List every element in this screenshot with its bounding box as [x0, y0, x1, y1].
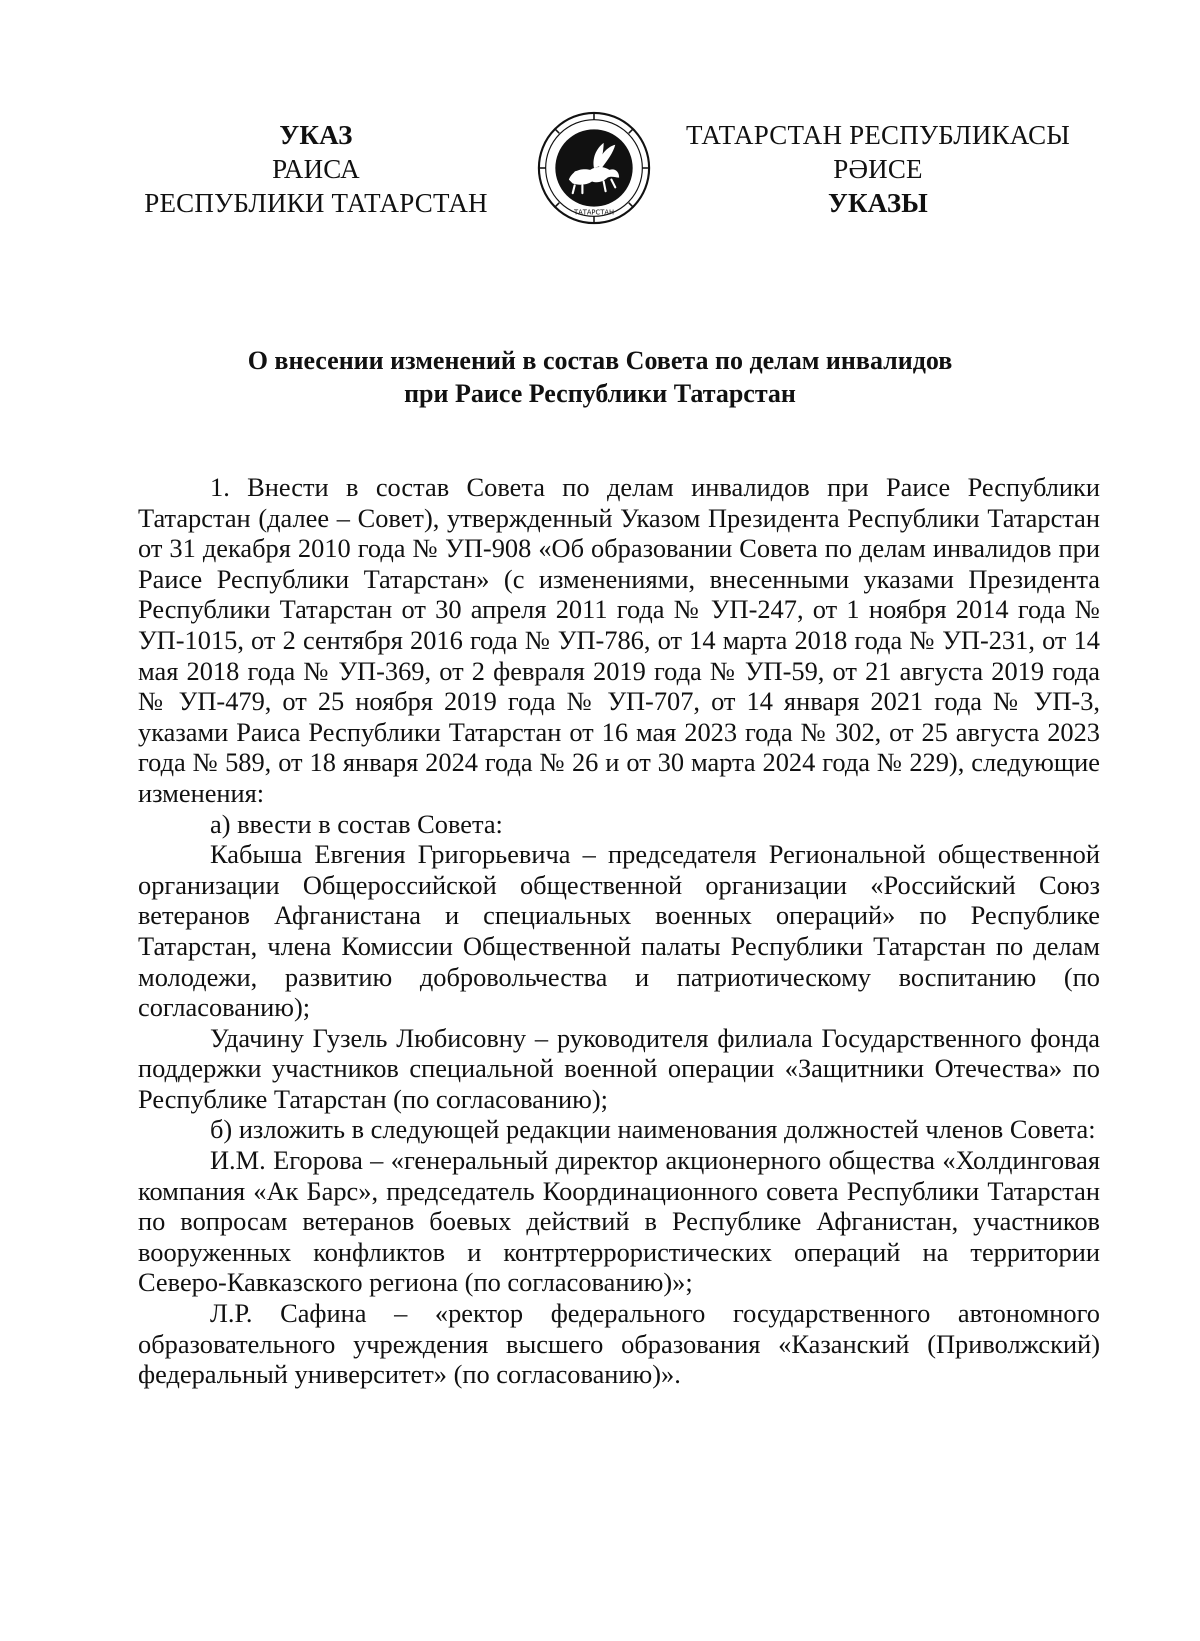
document-header: [0, 118, 1200, 228]
paragraph-2: а) ввести в состав Совета:: [210, 808, 503, 839]
paragraph-7: Л.Р. Сафина – «ректор федерального государственного автономного образовательного учреждения высшего образования «Казанский (Приволжский) федеральный университет» (по согласованию)».: [138, 1298, 1100, 1390]
header-right-tatar: [668, 118, 1088, 220]
header-left-line-3: РЕСПУБЛИКИ ТАТАРСТАН: [144, 188, 488, 218]
header-right-line-2: РӘИСЕ: [833, 154, 923, 184]
document-title: [140, 344, 1060, 410]
paragraph-1: 1. Внести в состав Совета по делам инвалидов при Раисе Республики Татарстан (далее – Совет), утвержденный Указом Президента Республики Татарстан от 31 декабря 2010 года № УП-908 «Об образовании Совета по делам инвалидов при Раисе Республики Татарстан» (с изменениями, внесенными указами Президента Республики Татарстан от 30 апреля 2011 года № УП-247, от 1 ноября 2014 года № УП-1015, от 2 сентября 2016 года № УП-786, от 14 марта 2018 года № УП-231, от 14 мая 2018 года № УП-369, от 2 февраля 2019 года № УП-59, от 21 августа 2019 года № УП-479, от 25 ноября 2019 года № УП-707, от 14 января 2021 года № УП-3, указами Раиса Республики Татарстан от 16 мая 2023 года № 302, от 25 августа 2023 года № 589, от 18 января 2024 года № 26 и от 30 марта 2024 года № 229), следующие изменения:: [138, 472, 1100, 808]
emblem-ring-text: ТАТАРСТАН: [573, 208, 615, 217]
paragraph-5: б) изложить в следующей редакции наименования должностей членов Совета:: [210, 1114, 1096, 1145]
header-right-line-3: УКАЗЫ: [828, 188, 928, 218]
title-line-1: О внесении изменений в состав Совета по делам инвалидов: [247, 346, 953, 375]
header-left-line-1: УКАЗ: [279, 120, 353, 150]
paragraph-6: И.М. Егорова – «генеральный директор акционерного общества «Холдинговая компания «Ак Барс», председатель Координационного совета Республики Татарстан по вопросам ветеранов боевых действий в Республике Афганистан, участников вооруженных конфликтов и контртеррористических операций на территории Северо-Кавказского региона (по согласованию)»;: [138, 1145, 1100, 1298]
title-line-2: при Раисе Республики Татарстан: [404, 379, 796, 408]
coat-of-arms-tatarstan-icon: [536, 110, 652, 226]
header-right-line-1: ТАТАРСТАН РЕСПУБЛИКАСЫ: [685, 120, 1071, 150]
document-body: [138, 472, 1100, 1390]
paragraph-4: Удачину Гузель Любисовну – руководителя филиала Государственного фонда поддержки участников специальной военной операции «Защитники Отечества» по Республике Татарстан (по согласованию);: [138, 1022, 1100, 1114]
header-left-russian: [106, 118, 526, 220]
header-left-line-2: РАИСА: [272, 154, 360, 184]
paragraph-3: Кабыша Евгения Григорьевича – председателя Региональной общественной организации Общероссийской общественной организации «Российский Союз ветеранов Афганистана и специальных военных операций» по Республике Татарстан, члена Комиссии Общественной палаты Республики Татарстан по делам молодежи, развитию добровольчества и патриотическому воспитанию (по согласованию);: [138, 839, 1100, 1023]
